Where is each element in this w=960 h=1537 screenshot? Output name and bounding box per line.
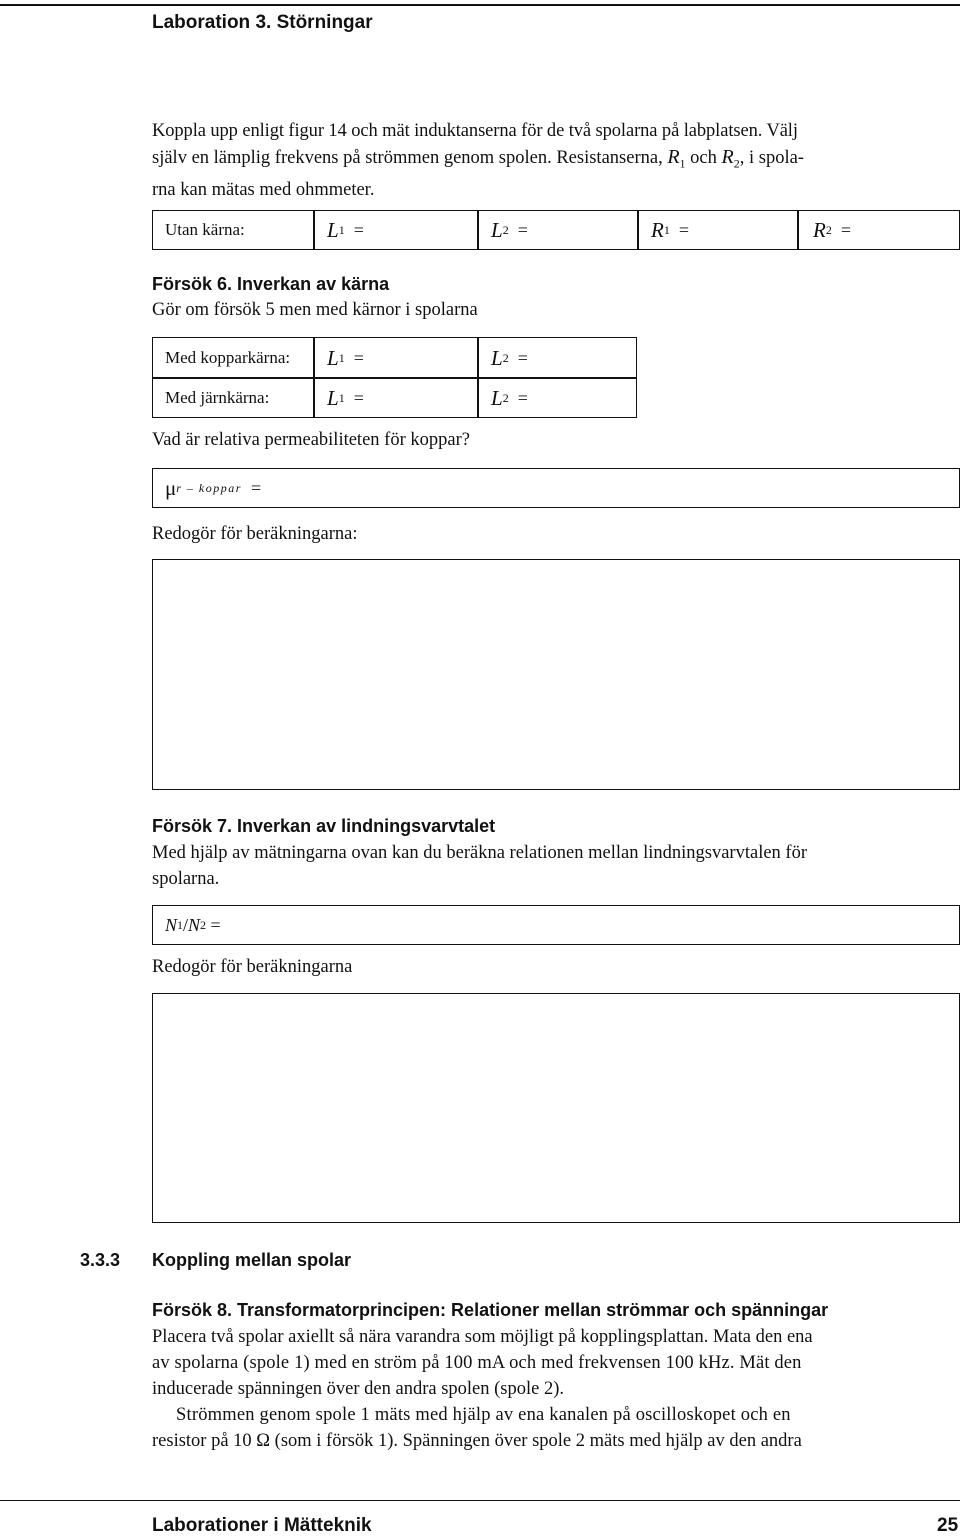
equals: =: [678, 219, 689, 240]
kopparkarna-label: Med kopparkärna:: [165, 348, 291, 367]
utan-karna-label: Utan kärna:: [165, 220, 245, 239]
intro-paragraph: [152, 118, 902, 203]
jarnkarna-label: Med järnkärna:: [165, 388, 270, 407]
l1-symbol: L: [327, 217, 339, 242]
footer-rule: [0, 1500, 960, 1501]
jarn-l2-field[interactable]: [491, 378, 528, 418]
n1-sub: 1: [177, 917, 184, 932]
permeability-question: Vad är relativa permeabiliteten för koppar?: [152, 430, 470, 450]
section-title: Koppling mellan spolar: [152, 1250, 352, 1270]
ratio-field[interactable]: [152, 905, 960, 945]
r2-symbol: R: [813, 217, 826, 242]
n1-symbol: N: [165, 914, 178, 935]
equals: =: [250, 477, 262, 498]
forsok7-heading: Försök 7. Inverkan av lindningsvarvtalet: [152, 816, 496, 836]
r2-sub: 2: [733, 156, 740, 171]
utan-karna-table: [152, 210, 960, 250]
divider: [637, 211, 639, 249]
slash: /: [183, 914, 189, 935]
l2-symbol: L: [491, 345, 503, 370]
intro-line: rna kan mätas med ohmmeter.: [152, 179, 375, 200]
forsok8-line: resistor på 10 Ω (som i försök 1). Spänningen över spole 2 mäts med hjälp av den andra: [152, 1431, 802, 1451]
r1-symbol: R: [651, 217, 664, 242]
l1-sub: 1: [338, 222, 345, 237]
section-number: 3.3.3: [80, 1250, 121, 1270]
intro-line: [152, 144, 902, 177]
calc-box-1[interactable]: [152, 559, 960, 790]
ratio-expression: [165, 906, 221, 944]
calc-box-2[interactable]: [152, 993, 960, 1223]
koppar-l1-field[interactable]: [327, 338, 364, 378]
l2-sub: 2: [502, 222, 509, 237]
forsok6-heading: Försök 6. Inverkan av kärna: [152, 274, 390, 294]
equals: =: [353, 387, 364, 408]
l2-sub: 2: [502, 350, 509, 365]
l1-sub: 1: [338, 390, 345, 405]
intro-text: själv en lämplig frekvens på strömmen genom spolen. Resistanserna,: [152, 148, 663, 168]
intro-text: och: [690, 148, 717, 168]
forsok8-paragraph: [152, 1324, 902, 1454]
divider: [313, 211, 315, 249]
forsok8-line: Strömmen genom spole 1 mäts med hjälp av ena kanalen på oscilloskopet och en: [176, 1405, 791, 1425]
r1-field[interactable]: [651, 211, 689, 249]
l1-symbol: L: [327, 385, 339, 410]
footer-title: Laborationer i Mätteknik: [152, 1515, 372, 1536]
forsok8-line: av spolarna (spole 1) med en ström på 100 mA och med frekvensen 100 kHz. Mät den: [152, 1353, 802, 1373]
equals: =: [517, 387, 528, 408]
forsok8-heading: Försök 8. Transformatorprincipen: Relationer mellan strömmar och spänningar: [152, 1300, 829, 1320]
equals: =: [353, 219, 364, 240]
equals: =: [840, 219, 851, 240]
running-header: Laboration 3. Störningar: [152, 12, 373, 33]
forsok7-paragraph: [152, 840, 902, 892]
intro-text: , i spola-: [739, 148, 804, 168]
equals: =: [353, 347, 364, 368]
r1-sub: 1: [679, 156, 686, 171]
equals: =: [210, 914, 221, 935]
divider: [477, 338, 479, 417]
n2-sub: 2: [200, 917, 207, 932]
mu-symbol: μ: [165, 475, 177, 500]
l2-symbol: L: [491, 217, 503, 242]
divider: [797, 211, 799, 249]
divider: [477, 211, 479, 249]
r1-sub: 1: [663, 222, 670, 237]
forsok6-explain: Redogör för beräkningarna:: [152, 524, 358, 544]
l1-field[interactable]: [327, 211, 364, 249]
l2-sub: 2: [502, 390, 509, 405]
header-rule: [0, 4, 960, 6]
l1-sub: 1: [338, 350, 345, 365]
forsok6-text: Gör om försök 5 men med kärnor i spolarna: [152, 300, 478, 320]
l2-field[interactable]: [491, 211, 528, 249]
r1-symbol: R: [667, 146, 680, 168]
jarn-l1-field[interactable]: [327, 378, 364, 418]
equals: =: [517, 219, 528, 240]
mu-expression: [165, 469, 261, 507]
n2-symbol: N: [188, 914, 201, 935]
page-number: 25: [937, 1515, 959, 1536]
l1-symbol: L: [327, 345, 339, 370]
forsok7-explain: Redogör för beräkningarna: [152, 957, 353, 977]
forsok7-line: Med hjälp av mätningarna ovan kan du beräkna relationen mellan lindningsvarvtalen för: [152, 843, 807, 863]
forsok8-line: inducerade spänningen över den andra spolen (spole 2).: [152, 1379, 564, 1399]
r2-field[interactable]: [813, 211, 851, 249]
forsok7-line: spolarna.: [152, 869, 220, 889]
koppar-l2-field[interactable]: [491, 338, 528, 378]
r2-sub: 2: [825, 222, 832, 237]
mu-sub: r – koppar: [176, 480, 242, 495]
intro-line: Koppla upp enligt figur 14 och mät induktanserna för de två spolarna på labplatsen. Välj: [152, 121, 798, 141]
karna-table: [152, 337, 637, 418]
divider: [313, 338, 315, 417]
mu-field[interactable]: [152, 468, 960, 508]
l2-symbol: L: [491, 385, 503, 410]
equals: =: [517, 347, 528, 368]
r2-symbol: R: [721, 146, 734, 168]
forsok8-line: Placera två spolar axiellt så nära varandra som möjligt på kopplingsplattan. Mata den ena: [152, 1327, 813, 1347]
